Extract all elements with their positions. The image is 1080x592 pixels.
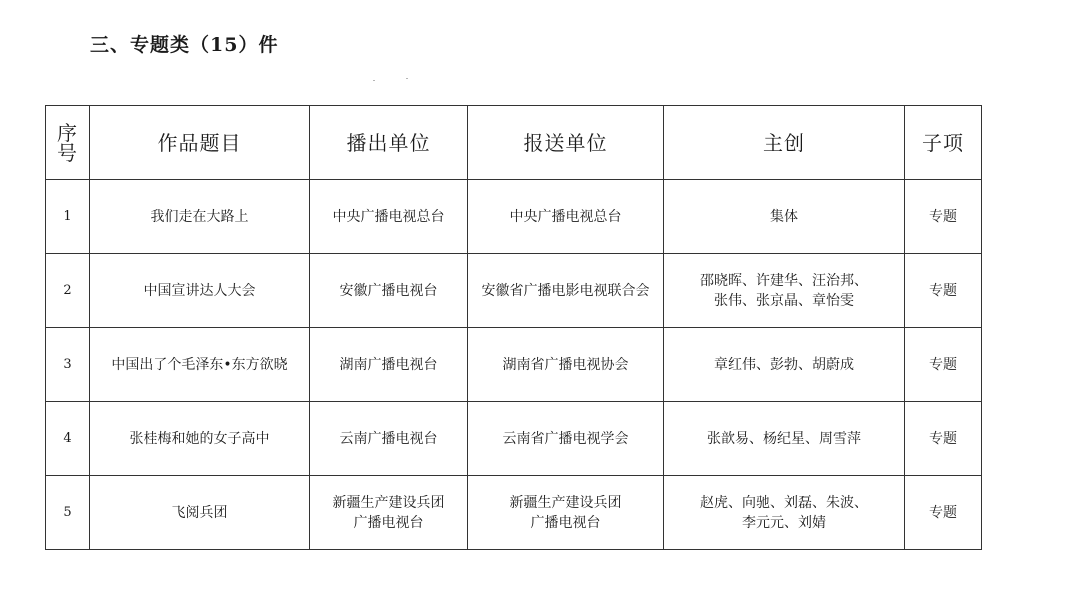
row-category: 专题 (905, 180, 982, 254)
text-line: 云南广播电视台 (339, 430, 438, 447)
text-line: 张伟、张京晶、章怡雯 (714, 292, 854, 309)
scan-speck (373, 80, 375, 81)
text-line: 李元元、刘婧 (742, 514, 826, 531)
row-submitter (468, 328, 664, 402)
scan-speck (406, 78, 408, 79)
row-broadcaster (310, 328, 468, 402)
text-line: 中央广播电视总台 (332, 208, 445, 225)
row-number: 3 (46, 328, 90, 402)
row-number: 2 (46, 254, 90, 328)
section-title: 三、专题类（15）件 (90, 34, 279, 56)
row-creators (664, 328, 905, 402)
row-title: 飞阅兵团 (90, 476, 310, 550)
row-title: 中国宣讲达人大会 (90, 254, 310, 328)
header-cell-creators: 主创 (664, 106, 905, 180)
text-line: 湖南省广播电视协会 (502, 356, 629, 373)
row-title: 中国出了个毛泽东•东方欲晓 (90, 328, 310, 402)
header-cell-title: 作品题目 (90, 106, 310, 180)
table-row (46, 328, 982, 402)
text-line: 新疆生产建设兵团 (332, 494, 445, 511)
text-line: 集体 (770, 208, 798, 225)
header-cell-category: 子项 (905, 106, 982, 180)
text-line: 张歆易、杨纪星、周雪萍 (707, 430, 861, 447)
row-title: 张桂梅和她的女子高中 (90, 402, 310, 476)
row-creators (664, 402, 905, 476)
table-row (46, 254, 982, 328)
text-line: 湖南广播电视台 (339, 356, 438, 373)
text-line: 新疆生产建设兵团 (509, 494, 622, 511)
row-broadcaster (310, 254, 468, 328)
row-category: 专题 (905, 328, 982, 402)
text-line: 云南省广播电视学会 (502, 430, 629, 447)
text-line: 广播电视台 (530, 514, 601, 531)
table-row (46, 476, 982, 550)
text-line: 安徽广播电视台 (339, 282, 438, 299)
row-number: 1 (46, 180, 90, 254)
table-row (46, 180, 982, 254)
header-row (46, 106, 982, 180)
row-category: 专题 (905, 402, 982, 476)
row-number: 5 (46, 476, 90, 550)
row-submitter (468, 476, 664, 550)
row-submitter (468, 180, 664, 254)
row-broadcaster (310, 180, 468, 254)
text-line: 广播电视台 (353, 514, 424, 531)
text-line: 赵虎、向驰、刘磊、朱波、 (700, 494, 868, 511)
header-cell-submitter: 报送单位 (468, 106, 664, 180)
header-cell-number: 序号 (46, 106, 90, 180)
text-line: 中央广播电视总台 (509, 208, 622, 225)
text-line: 章红伟、彭勃、胡蔚成 (714, 356, 854, 373)
table-row (46, 402, 982, 476)
text-line: 安徽省广播电影电视联合会 (481, 282, 650, 299)
row-creators (664, 476, 905, 550)
row-submitter (468, 402, 664, 476)
row-submitter (468, 254, 664, 328)
row-category: 专题 (905, 254, 982, 328)
row-creators (664, 180, 905, 254)
header-cell-broadcaster: 播出单位 (310, 106, 468, 180)
awards-table (45, 105, 982, 550)
row-category: 专题 (905, 476, 982, 550)
row-broadcaster (310, 476, 468, 550)
row-number: 4 (46, 402, 90, 476)
row-title: 我们走在大路上 (90, 180, 310, 254)
row-broadcaster (310, 402, 468, 476)
row-creators (664, 254, 905, 328)
text-line: 邵晓晖、许建华、汪治邦、 (700, 272, 868, 289)
